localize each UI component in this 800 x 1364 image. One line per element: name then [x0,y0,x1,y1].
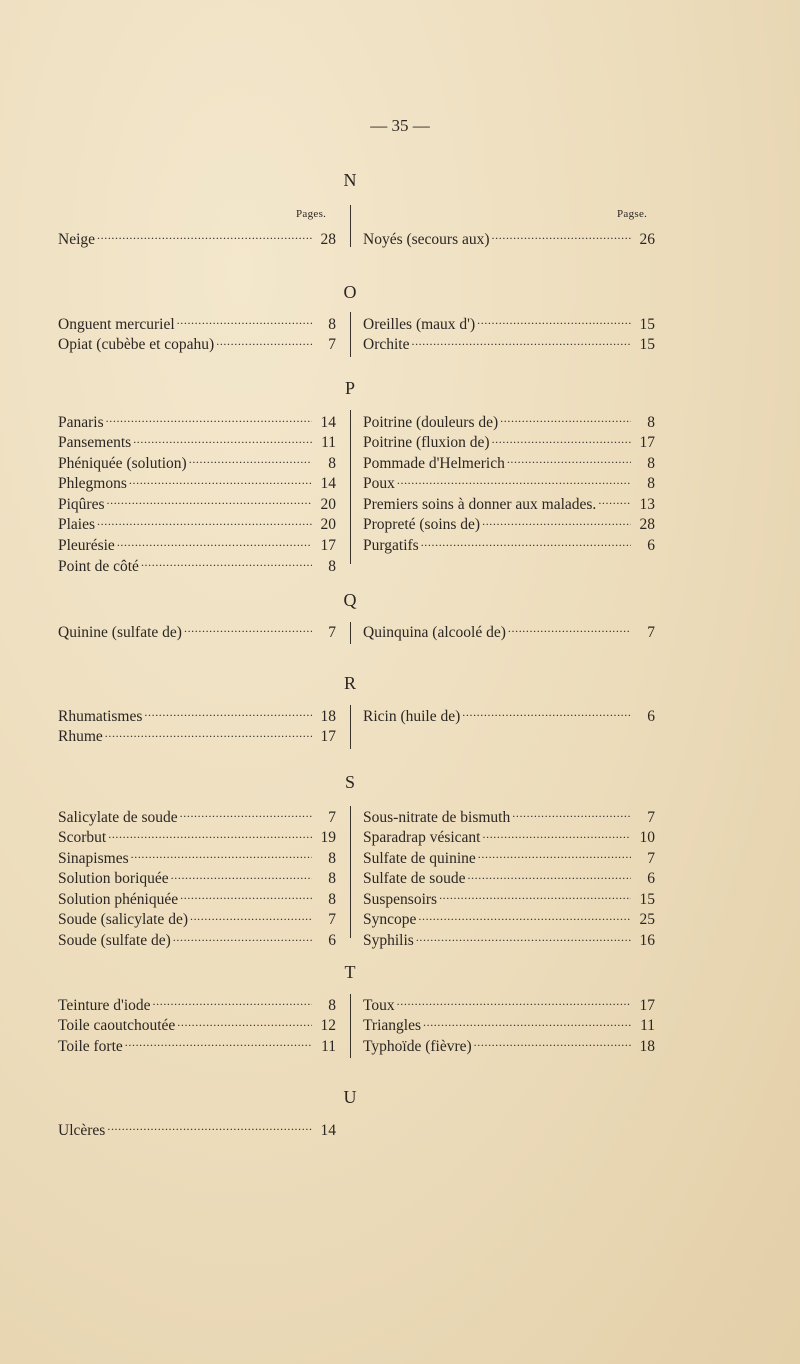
left-column [58,806,336,950]
index-entry: Purgatifs . . . 6 [363,535,655,556]
pages-header-left: Pages. [296,208,327,220]
index-entry: Sparadrap vésicant . . . 10 [363,827,655,848]
index-entry: Opiat (cubèbe et copahu) . . . 7 [58,334,336,355]
index-entry: Neige . . . 28 [58,228,336,249]
index-entry: Rhumatismes . . . 18 [58,705,336,726]
pages-header-right: Pagse. [617,208,648,220]
column-divider [350,806,351,938]
index-entry: Point de côté . . . 8 [58,555,336,576]
column-divider [350,622,351,644]
index-entry: Onguent mercuriel . . . 8 [58,313,336,334]
index-entry: Sulfate de quinine . . . 7 [363,847,655,868]
right-column [363,411,655,555]
section-letter: O [343,282,357,302]
right-column [363,228,655,249]
index-entry: Soude (sulfate de) . . . 6 [58,930,336,951]
section-letter: U [343,1087,357,1107]
index-entry: Syphilis . . . 16 [363,930,655,951]
index-entry: Ricin (huile de) . . . 6 [363,705,655,726]
index-entry: Pommade d'Helmerich . . . 8 [363,452,655,473]
index-entry: Poux . . . 8 [363,473,655,494]
index-entry: Triangles . . . 11 [363,1015,655,1036]
index-entry: Syncope . . . 25 [363,909,655,930]
column-divider [350,994,351,1058]
right-column [363,621,655,642]
section-letter: N [343,170,357,190]
column-divider [350,705,351,749]
index-entry: Sous-nitrate de bismuth . . . 7 [363,806,655,827]
index-entry: Piqûres . . . 20 [58,493,336,514]
index-entry: Premiers soins à donner aux malades. . . . 13 [363,493,655,514]
section-letter: T [344,962,356,982]
index-entry: Panaris . . . 14 [58,411,336,432]
page-number: — 35 — [370,116,430,135]
index-entry: Teinture d'iode . . . 8 [58,994,336,1015]
column-divider [350,410,351,564]
index-entry: Pleurésie . . . 17 [58,535,336,556]
index-entry: Salicylate de soude . . . 7 [58,806,336,827]
index-entry: Oreilles (maux d') . . . 15 [363,313,655,334]
index-entry: Sinapismes . . . 8 [58,847,336,868]
column-divider [350,312,351,357]
right-column [363,313,655,354]
index-entry: Solution phéniquée . . . 8 [58,888,336,909]
left-column [58,1119,336,1140]
index-entry: Orchite . . . 15 [363,334,655,355]
index-entry: Plaies . . . 20 [58,514,336,535]
section-letter: S [344,772,355,792]
index-entry: Quinquina (alcoolé de) . . . 7 [363,621,655,642]
index-entry: Phéniquée (solution) . . . 8 [58,452,336,473]
index-entry: Toile caoutchoutée . . . 12 [58,1015,336,1036]
index-entry: Solution boriquée . . . 8 [58,868,336,889]
index-entry: Suspensoirs . . . 15 [363,888,655,909]
index-entry: Toile forte . . . 11 [58,1035,336,1056]
right-column [363,806,655,950]
section-letter: R [343,673,356,693]
right-column [363,705,655,726]
left-column [58,994,336,1056]
index-entry: Quinine (sulfate de) . . . 7 [58,621,336,642]
index-entry: Noyés (secours aux) . . . 26 [363,228,655,249]
index-entry: Pansements . . . 11 [58,432,336,453]
section-letter: Q [343,590,357,610]
column-divider [350,205,351,247]
left-column [58,705,336,746]
left-column [58,228,336,249]
index-entry: Toux . . . 17 [363,994,655,1015]
index-entry: Rhume . . . 17 [58,726,336,747]
index-entry: Soude (salicylate de) . . . 7 [58,909,336,930]
right-column [363,994,655,1056]
index-entry: Poitrine (douleurs de) . . . 8 [363,411,655,432]
index-entry: Sulfate de soude . . . 6 [363,868,655,889]
index-entry: Poitrine (fluxion de) . . . 17 [363,432,655,453]
left-column [58,411,336,576]
section-letter: P [344,378,355,398]
index-entry: Propreté (soins de) . . . 28 [363,514,655,535]
left-column [58,621,336,642]
index-entry: Phlegmons . . . 14 [58,473,336,494]
index-entry: Ulcères . . . 14 [58,1119,336,1140]
index-entry: Scorbut . . . 19 [58,827,336,848]
left-column [58,313,336,354]
index-entry: Typhoïde (fièvre) . . . 18 [363,1035,655,1056]
